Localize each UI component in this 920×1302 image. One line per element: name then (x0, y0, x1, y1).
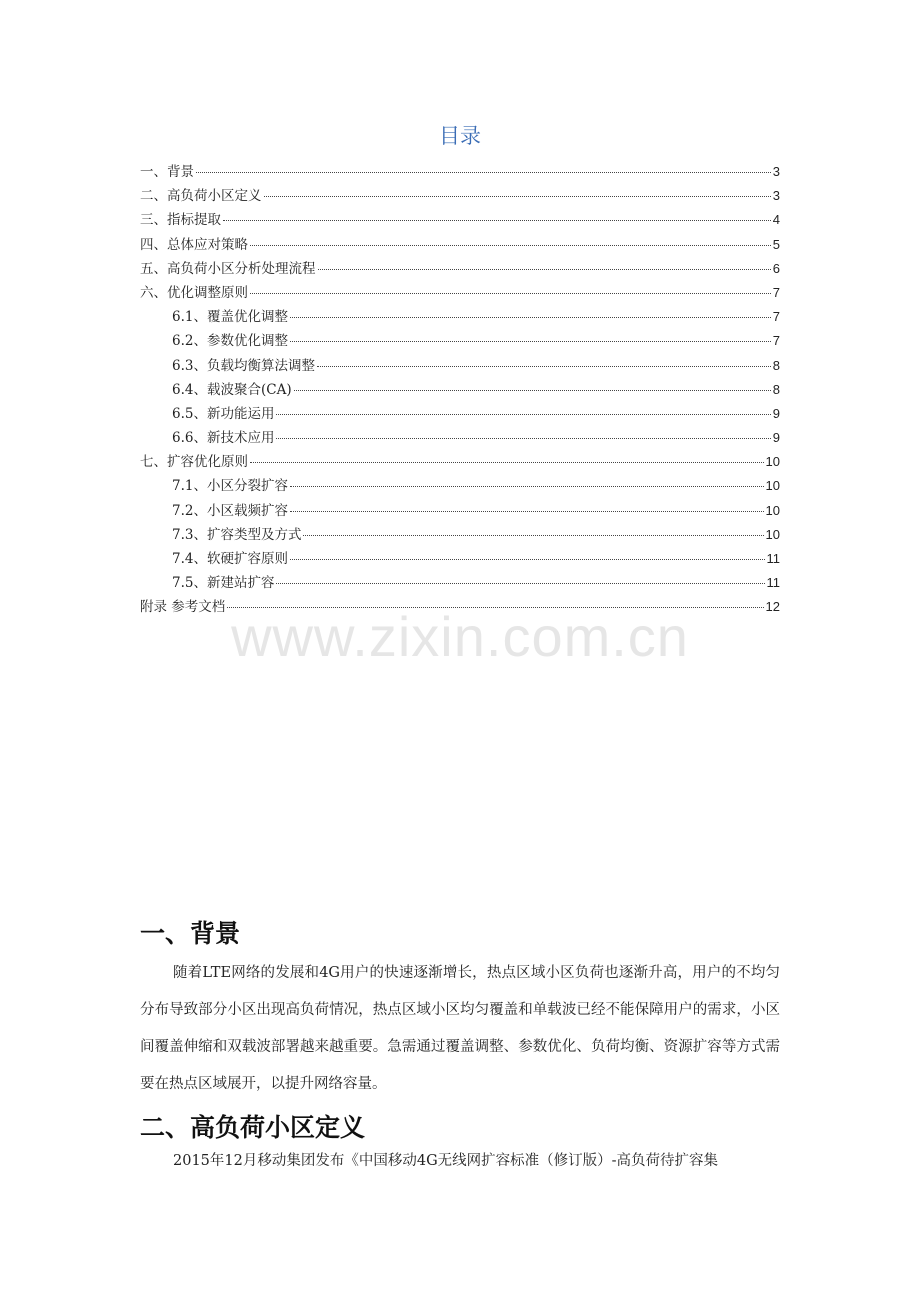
toc-entry-page: 8 (772, 381, 780, 397)
toc-entry[interactable] (140, 184, 780, 208)
toc-entry-page: 8 (772, 357, 780, 373)
toc-entry-label: 6.5、新功能运用 (172, 405, 275, 422)
section-heading-definition: 二、高负荷小区定义 (140, 1113, 366, 1142)
section-body-definition: 2015年12月移动集团发布《中国移动4G无线网扩容标准（修订版）-高负荷待扩容集 (173, 1153, 719, 1169)
toc-entry-page: 9 (772, 405, 780, 421)
toc-dot-leader (303, 535, 763, 536)
toc-dot-leader (250, 462, 764, 463)
toc-entry-label: 6.2、参数优化调整 (172, 333, 288, 350)
toc-dot-leader (290, 486, 764, 487)
toc-entry[interactable] (140, 474, 780, 498)
toc-entry-label: 五、高负荷小区分析处理流程 (140, 260, 316, 277)
toc-dot-leader (264, 196, 771, 197)
toc-entry-label: 一、背景 (140, 164, 194, 180)
toc-dot-leader (317, 366, 771, 367)
toc-dot-leader (223, 220, 771, 221)
toc-entry-page: 4 (772, 212, 780, 228)
watermark: www.zixin.com.cn (231, 605, 689, 668)
toc-entry-label: 6.6、新技术应用 (172, 430, 275, 447)
section-heading-background: 一、背景 (140, 919, 241, 948)
toc-entry-label: 7.1、小区分裂扩容 (172, 478, 288, 495)
toc-dot-leader (318, 269, 771, 270)
toc-entry-page: 11 (766, 551, 780, 566)
toc-entry-page: 3 (772, 164, 780, 179)
toc-entry-page: 5 (772, 236, 780, 252)
toc-entry[interactable] (140, 257, 780, 281)
toc-entry-label: 7.5、新建站扩容 (172, 575, 275, 592)
toc-entry[interactable] (140, 233, 780, 257)
toc-entry-label: 四、总体应对策略 (140, 236, 248, 253)
section-body-background: 随着LTE网络的发展和4G用户的快速逐渐增长，热点区域小区负荷也逐渐升高，用户的不均匀分布导致部分小区出现高负荷情况，热点区域小区均匀覆盖和单载波已经不能保障用户的需求，小区间覆盖伸缩和双载波部署越来越重要。急需通过覆盖调整、参数优化、负荷均衡、资源扩容等方式需要在热点区域展开，以提升网络容量。 (140, 965, 780, 1092)
toc-dot-leader (250, 245, 771, 246)
toc-entry[interactable] (140, 547, 780, 571)
toc-entry[interactable] (140, 208, 780, 232)
toc-entry-page: 11 (766, 575, 780, 591)
toc-dot-leader (250, 293, 771, 294)
toc-entry-page: 10 (765, 526, 780, 542)
toc-entry[interactable] (140, 571, 780, 595)
toc-entry-page: 10 (765, 502, 780, 518)
toc-entry[interactable] (140, 281, 780, 305)
toc-entry-label: 附录 参考文档 (140, 599, 226, 616)
toc-entry[interactable] (140, 354, 780, 378)
toc-entry-label: 7.2、小区载频扩容 (172, 502, 288, 519)
toc-dot-leader (294, 390, 771, 391)
toc-entry[interactable] (140, 523, 780, 547)
toc-entry-label: 二、高负荷小区定义 (140, 188, 262, 205)
toc-entry-label: 七、扩容优化原则 (140, 454, 248, 471)
toc-entry-page: 7 (772, 309, 780, 325)
toc-entry-label: 6.3、负载均衡算法调整 (172, 357, 315, 374)
toc-entry-page: 10 (765, 454, 780, 470)
toc-dot-leader (290, 559, 765, 560)
toc-entry-label: 三、指标提取 (140, 212, 221, 229)
toc-entry-page: 12 (765, 599, 780, 615)
toc-entry[interactable] (140, 499, 780, 523)
toc-dot-leader (196, 172, 771, 173)
toc-dot-leader (276, 438, 770, 439)
toc-title: 目录 (439, 124, 481, 148)
toc-entry[interactable] (140, 426, 780, 450)
toc-dot-leader (290, 511, 764, 512)
toc-entry-page: 10 (765, 478, 780, 494)
toc-entry-label: 6.4、载波聚合(CA) (172, 381, 292, 398)
toc-entry-page: 7 (772, 284, 780, 300)
toc-entry[interactable] (140, 450, 780, 474)
toc-dot-leader (290, 341, 771, 342)
toc-dot-leader (276, 414, 770, 415)
toc-entry-label: 7.3、扩容类型及方式 (172, 526, 302, 543)
toc-entry[interactable] (140, 378, 780, 402)
toc-entry[interactable] (140, 329, 780, 353)
toc-entry-page: 9 (772, 430, 780, 446)
toc-entry[interactable] (140, 305, 780, 329)
toc-entry-label: 7.4、软硬扩容原则 (172, 551, 288, 567)
toc-entry-page: 3 (772, 188, 780, 204)
toc-entry[interactable] (140, 160, 780, 184)
toc-dot-leader (276, 583, 764, 584)
toc-entry-label: 6.1、覆盖优化调整 (172, 309, 288, 326)
table-of-contents (140, 160, 780, 620)
toc-entry-label: 六、优化调整原则 (140, 284, 248, 301)
toc-entry-page: 7 (772, 333, 780, 349)
toc-entry-page: 6 (772, 260, 780, 276)
toc-dot-leader (290, 317, 771, 318)
toc-entry[interactable] (140, 402, 780, 426)
